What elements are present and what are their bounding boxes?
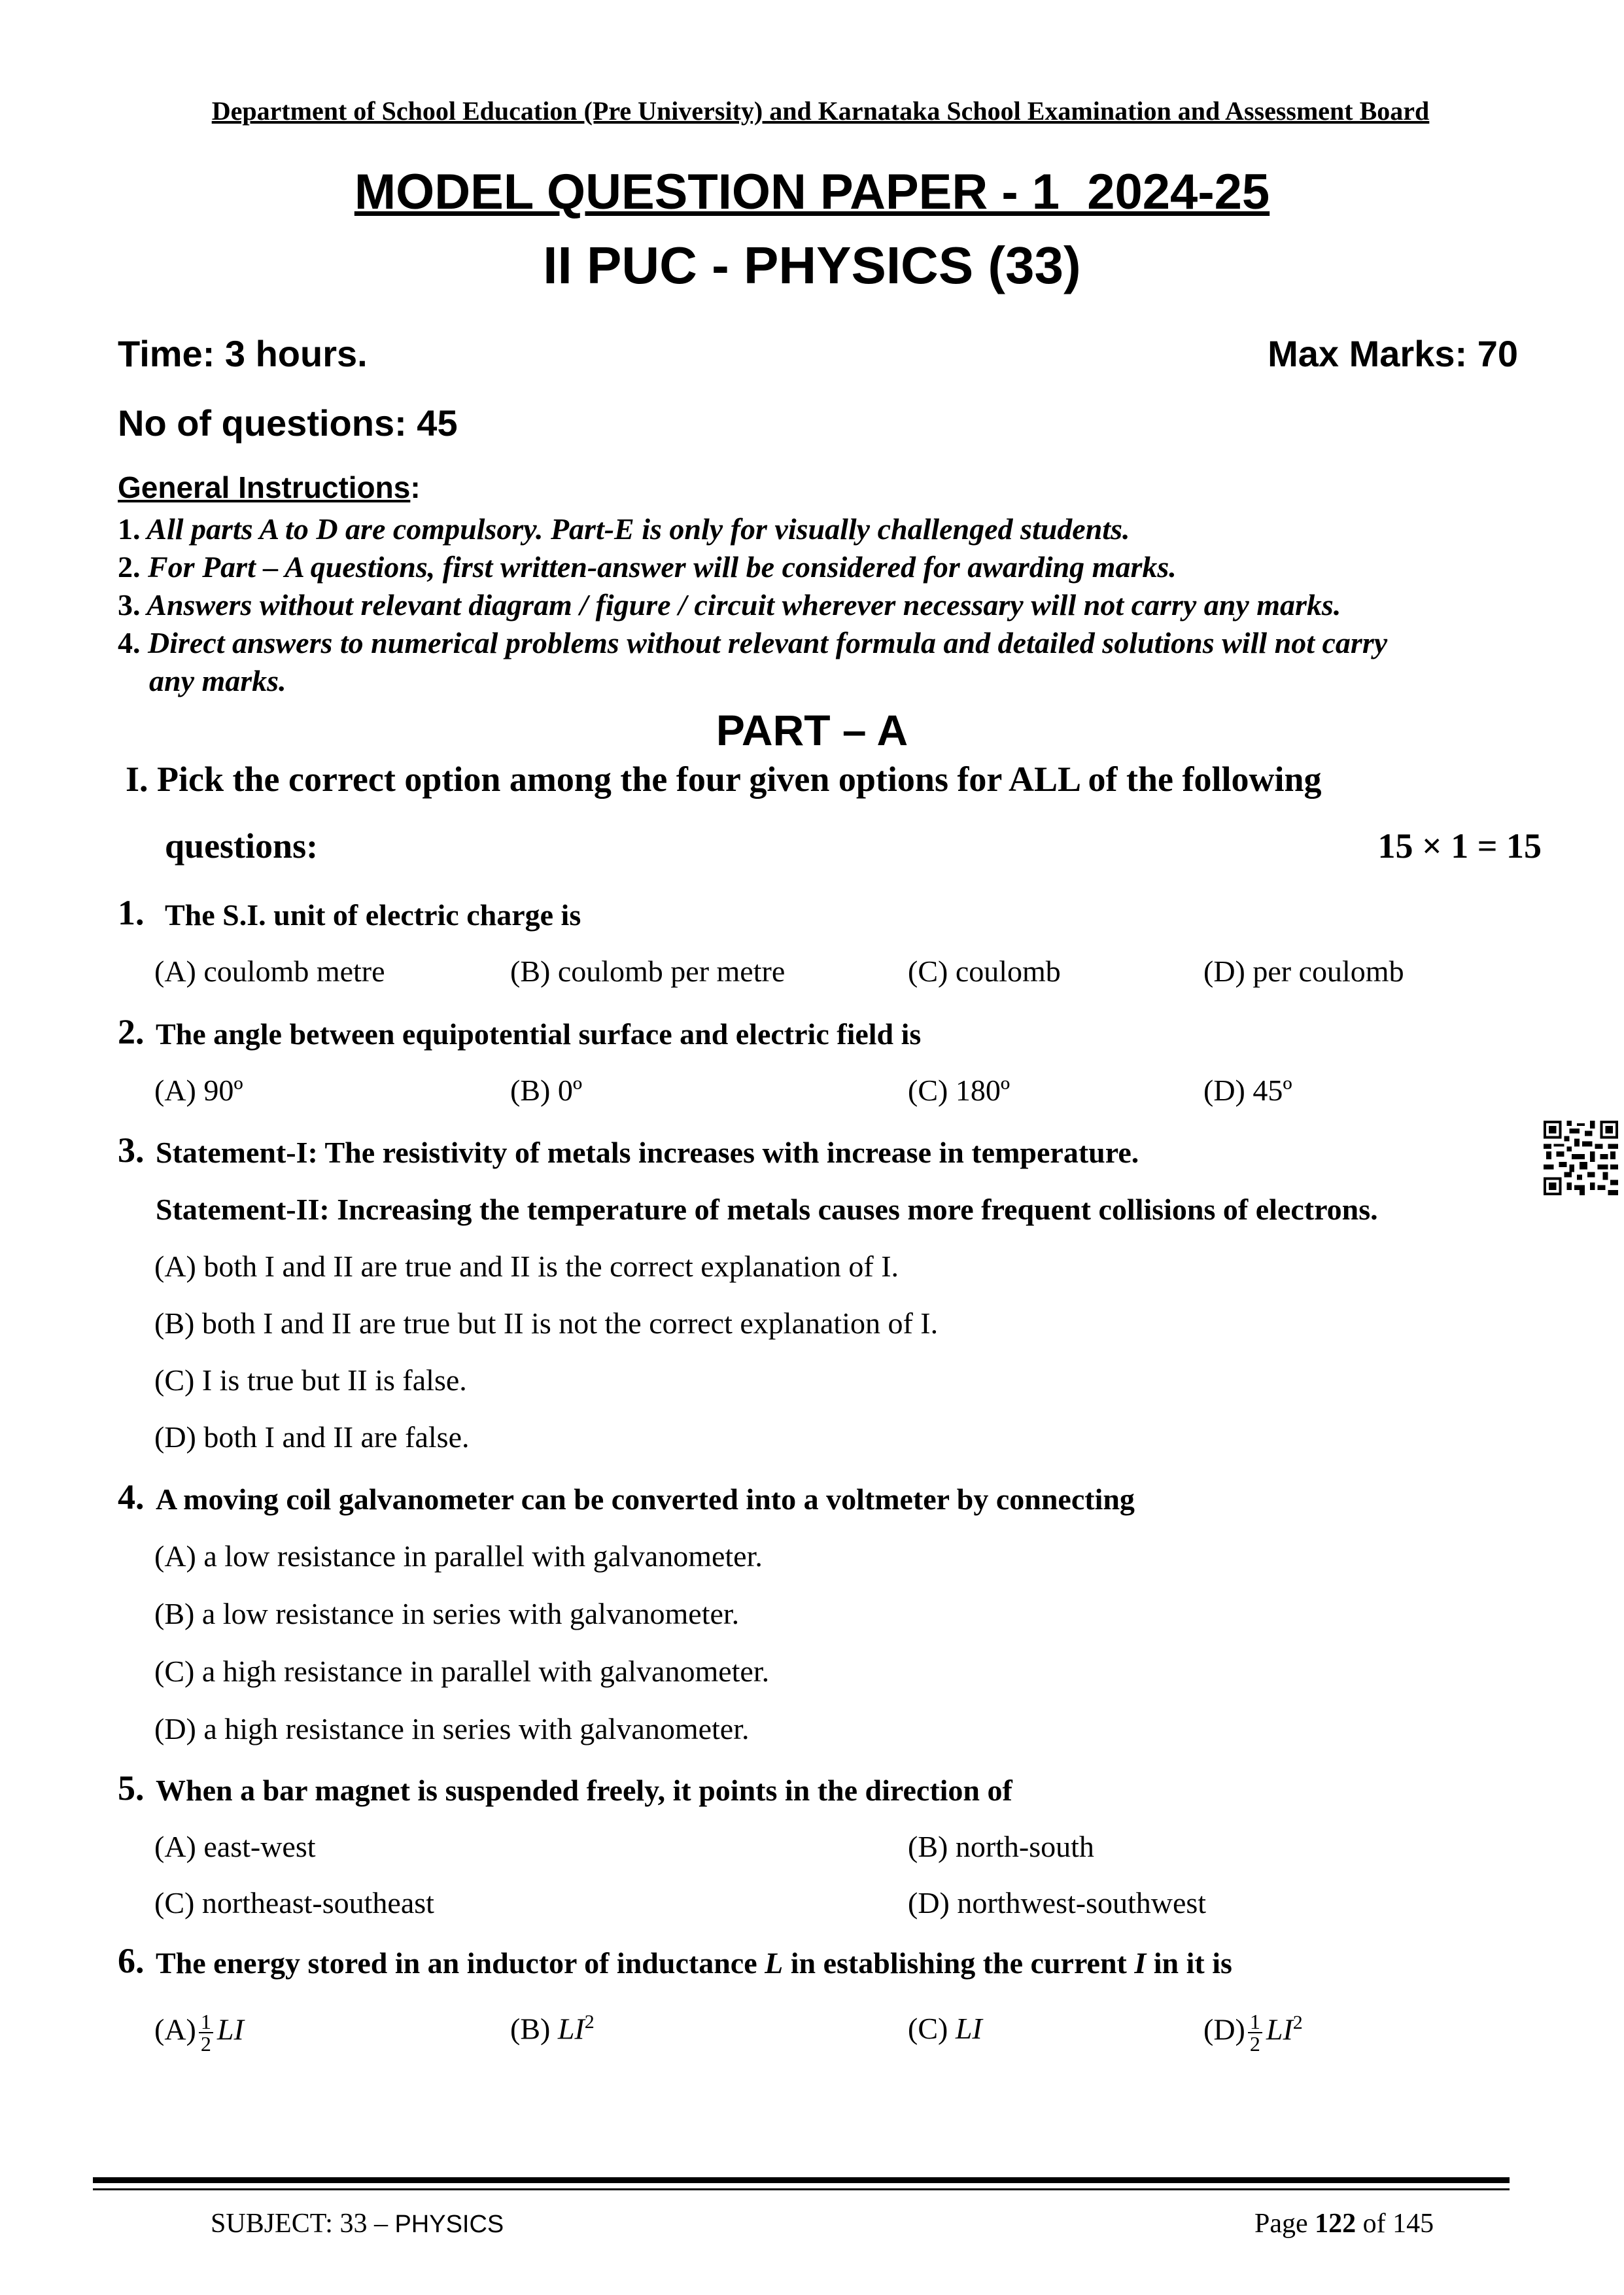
q1-option-b: (B) coulomb per metre [510,955,786,988]
footer-rule-thin [93,2188,1510,2190]
q6-option-a: (A) $\frac{1}{2}$ LI [154,2010,244,2056]
q5-option-c: (C) northeast-southeast [154,1886,434,1919]
q2-option-b: (B) 0º [510,1074,583,1107]
general-instructions-heading: General Instructions: [118,470,421,504]
question-number: 2. [118,1012,145,1051]
question-6-text: The energy stored in an inductor of inductance L in establishing the current I in it is [156,1946,1232,1980]
section-instruction: I. Pick the correct option among the four given options for ALL of the following [126,760,1322,799]
q3-option-a: (A) both I and II are true and II is the correct explanation of I. [154,1250,899,1283]
subject-title: II PUC - PHYSICS (33) [543,236,1081,294]
part-a-heading: PART – A [716,706,908,754]
section-marks: 15 × 1 = 15 [1377,826,1542,866]
max-marks-label: Max Marks: 70 [1268,333,1518,374]
section-instruction-cont: questions: [165,826,319,866]
q5-option-b: (B) north-south [908,1830,1094,1863]
q1-option-d: (D) per coulomb [1203,955,1404,988]
q6-option-c: (C) LI [908,2012,982,2045]
q6-option-b: (B) $LI^2$ [510,2011,595,2046]
question-1-text: The S.I. unit of electric charge is [165,898,581,932]
question-3-statement-1: Statement-I: The resistivity of metals increases with increase in temperature. [156,1136,1139,1169]
qr-code-icon [1544,1121,1618,1195]
fraction-half: $\frac{1}{2}$ [1248,2011,1262,2054]
question-number: 5. [118,1768,145,1808]
instruction-1: 1. All parts A to D are compulsory. Part-E is only for visually challenged students. [118,512,1130,546]
q3-option-d: (D) both I and II are false. [154,1420,470,1454]
q1-option-a: (A) coulomb metre [154,955,385,988]
num-questions-label: No of questions: 45 [118,402,458,444]
q2-option-d: (D) 45º [1203,1074,1292,1107]
question-number: 4. [118,1477,145,1516]
time-label: Time: 3 hours. [118,333,368,374]
instruction-4: 4. Direct answers to numerical problems without relevant formula and detailed solutions will not carry [118,626,1388,659]
question-5-text: When a bar magnet is suspended freely, it points in the direction of [156,1774,1012,1807]
q4-option-a: (A) a low resistance in parallel with galvanometer. [154,1539,763,1573]
footer-page-number: Page 122 of 145 [1254,2209,1434,2239]
q3-option-c: (C) I is true but II is false. [154,1363,467,1397]
footer-rule-thick [93,2177,1510,2183]
question-number: 6. [118,1941,145,1980]
question-2-text: The angle between equipotential surface and electric field is [156,1017,922,1051]
q1-option-c: (C) coulomb [908,955,1061,988]
question-number: 3. [118,1130,145,1170]
q2-option-c: (C) 180º [908,1074,1011,1107]
q2-option-a: (A) 90º [154,1074,243,1107]
instruction-3: 3. Answers without relevant diagram / figure / circuit wherever necessary will not carry any marks. [118,588,1341,622]
q4-option-c: (C) a high resistance in parallel with galvanometer. [154,1655,770,1688]
q4-option-b: (B) a low resistance in series with galvanometer. [154,1597,740,1630]
q5-option-a: (A) east-west [154,1830,316,1863]
q5-option-d: (D) northwest-southwest [908,1886,1207,1919]
question-3-statement-2: Statement-II: Increasing the temperature of metals causes more frequent collisions of electrons. [156,1193,1378,1226]
q6-option-d: (D) $\frac{1}{2}$ $LI^2$ [1203,2010,1303,2056]
question-number: 1. [118,893,145,932]
instruction-2: 2. For Part – A questions, first written-answer will be considered for awarding marks. [118,550,1177,584]
question-4-text: A moving coil galvanometer can be converted into a voltmeter by connecting [156,1482,1135,1516]
footer-subject: SUBJECT: 33 – PHYSICS [211,2209,504,2239]
department-header: Department of School Education (Pre University) and Karnataka School Examination and Assessment Board [211,96,1430,126]
instruction-4-cont: any marks. [149,664,286,697]
paper-title: MODEL QUESTION PAPER - 1 2024-25 [354,164,1270,220]
q4-option-d: (D) a high resistance in series with galvanometer. [154,1712,750,1745]
q3-option-b: (B) both I and II are true but II is not the correct explanation of I. [154,1306,939,1340]
fraction-half: $\frac{1}{2}$ [199,2011,213,2054]
